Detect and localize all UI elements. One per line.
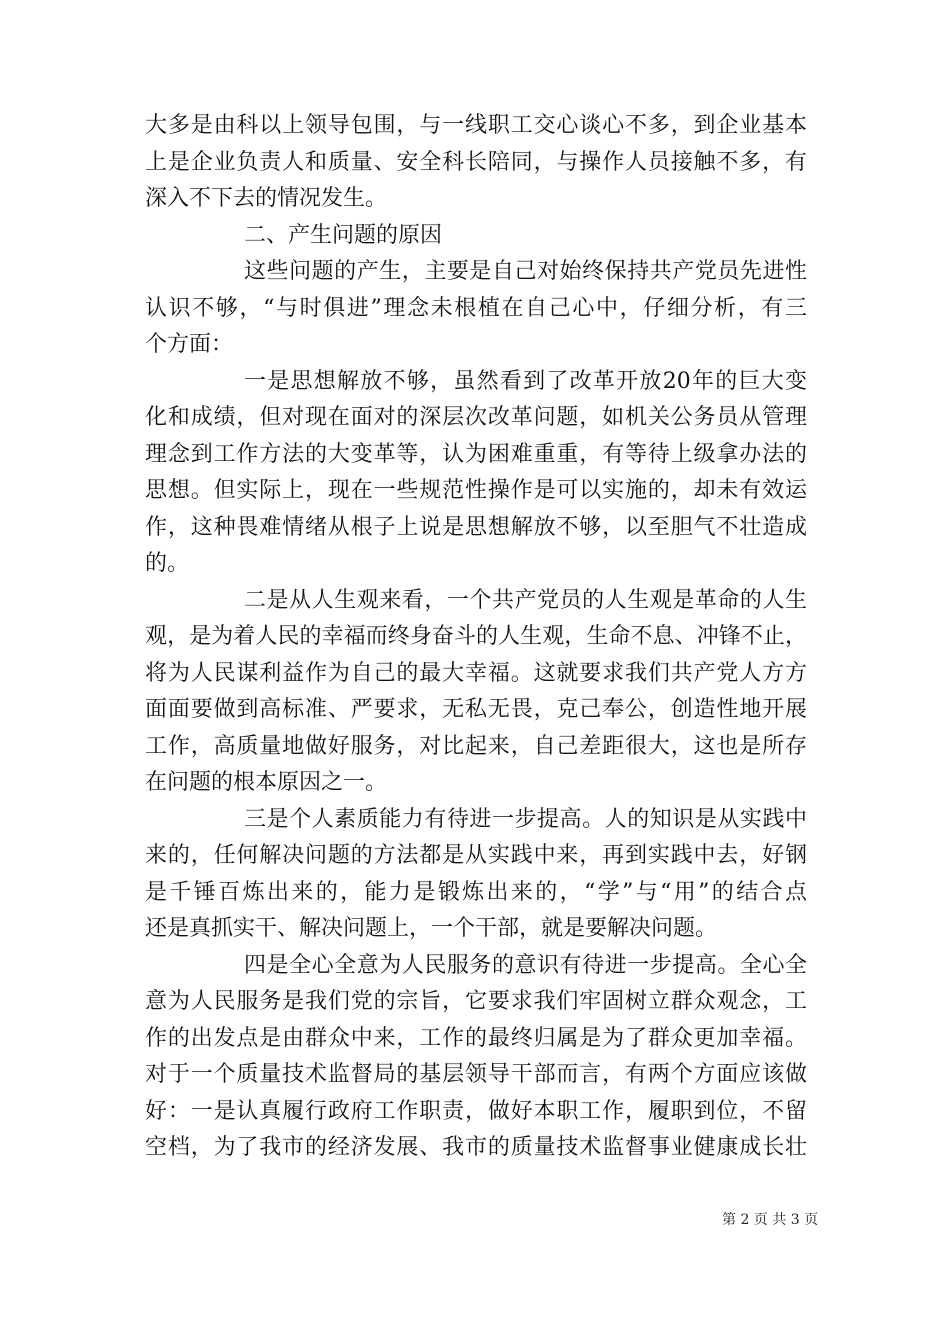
text-line: 空档，为了我市的经济发展、我市的质量技术监督事业健康成长壮: [145, 1135, 807, 1160]
text-line: 一是思想解放不够，虽然看到了改革开放20年的巨大变: [244, 368, 807, 394]
text-line: 在问题的根本原因之一。: [145, 770, 388, 795]
text-line: 四是全心全意为人民服务的意识有待进一步提高。全心全: [244, 952, 807, 978]
text-line: 意为人民服务是我们党的宗旨，它要求我们牢固树立群众观念，工: [145, 989, 807, 1014]
text-line: 这些问题的产生，主要是自己对始终保持共产党员先进性: [244, 259, 807, 284]
text-line: 的。: [145, 551, 190, 576]
text-line: 理念到工作方法的大变革等，认为困难重重，有等待上级拿办法的: [145, 441, 807, 467]
text-line: 上是企业负责人和质量、安全科长陪同，与操作人员接触不多，有: [145, 149, 807, 175]
text-line: 工作，高质量地做好服务，对比起来，自己差距很大，这也是所存: [145, 733, 807, 759]
text-line: 个方面：: [145, 332, 234, 357]
section-heading: 二、产生问题的原因: [244, 222, 443, 248]
page-number: 第 2 页 共 3 页: [722, 1212, 819, 1228]
text-line: 思想。但实际上，现在一些规范性操作是可以实施的，却未有效运: [145, 478, 807, 503]
text-line: 大多是由科以上领导包围，与一线职工交心谈心不多，到企业基本: [145, 113, 807, 138]
text-line: 对于一个质量技术监督局的基层领导干部而言，有两个方面应该做: [145, 1062, 807, 1087]
text-line: 观，是为着人民的幸福而终身奋斗的人生观，生命不息、冲锋不止，: [145, 624, 807, 649]
text-line: 来的，任何解决问题的方法都是从实践中来，再到实践中去，好钢: [145, 843, 807, 868]
text-line: 是千锤百炼出来的，能力是锻炼出来的，“学”与“用”的结合点: [145, 879, 807, 905]
text-line: 深入不下去的情况发生。: [145, 186, 388, 211]
text-line: 化和成绩，但对现在面对的深层次改革问题，如机关公务员从管理: [145, 405, 807, 430]
text-line: 认识不够，“与时俱进”理念未根植在自己心中，仔细分析，有三: [145, 295, 807, 321]
text-line: 面面要做到高标准、严要求，无私无畏，克己奉公，创造性地开展: [145, 697, 807, 722]
text-line: 作的出发点是由群众中来，工作的最终归属是为了群众更加幸福。: [145, 1025, 807, 1051]
document-body: [145, 108, 807, 1167]
text-line: 作，这种畏难情绪从根子上说是思想解放不够，以至胆气不壮造成: [145, 514, 807, 540]
text-line: 三是个人素质能力有待进一步提高。人的知识是从实践中: [244, 806, 807, 832]
text-line: 还是真抓实干、解决问题上，一个干部，就是要解决问题。: [145, 916, 718, 941]
text-line: 将为人民谋利益作为自己的最大幸福。这就要求我们共产党人方方: [145, 660, 807, 686]
text-line: 二是从人生观来看，一个共产党员的人生观是革命的人生: [244, 587, 807, 613]
text-line: 好：一是认真履行政府工作职责，做好本职工作，履职到位，不留: [145, 1098, 807, 1124]
